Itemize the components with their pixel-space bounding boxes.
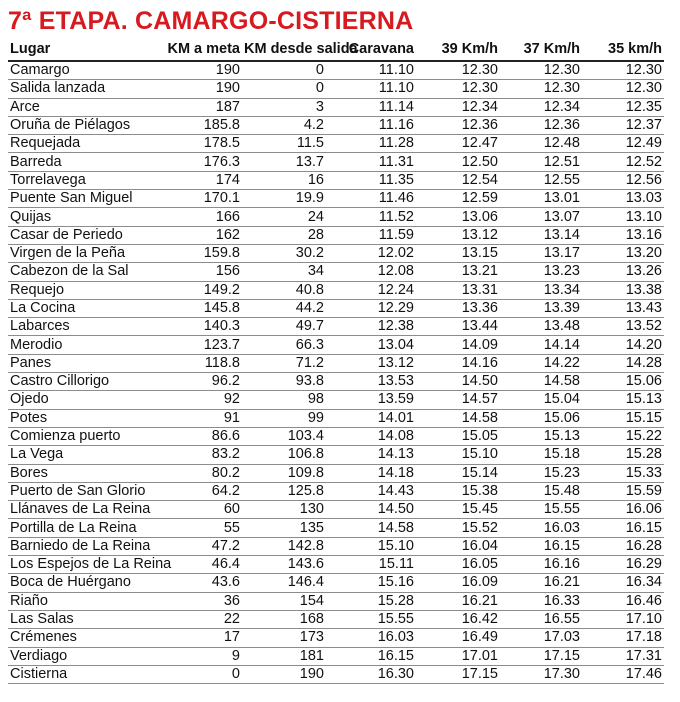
cell-time-39-kmh: 17.15 <box>416 665 500 683</box>
cell-lugar: Llánaves de La Reina <box>8 501 158 519</box>
cell-caravana: 11.10 <box>330 61 416 80</box>
cell-time-35-kmh: 12.35 <box>582 98 664 116</box>
table-row <box>8 135 664 153</box>
cell-lugar: Torrelavega <box>8 171 158 189</box>
cell-caravana: 14.43 <box>330 482 416 500</box>
cell-time-37-kmh: 13.48 <box>500 318 582 336</box>
cell-time-37-kmh: 16.03 <box>500 519 582 537</box>
cell-km-a-meta: 92 <box>158 391 242 409</box>
cell-time-35-kmh: 13.38 <box>582 281 664 299</box>
header-km-desde-salida: KM desde salida <box>242 38 330 61</box>
cell-time-35-kmh: 16.28 <box>582 537 664 555</box>
cell-caravana: 14.13 <box>330 446 416 464</box>
cell-time-35-kmh: 15.13 <box>582 391 664 409</box>
cell-lugar: Puente San Miguel <box>8 190 158 208</box>
cell-time-39-kmh: 16.05 <box>416 556 500 574</box>
cell-caravana: 11.59 <box>330 226 416 244</box>
cell-km-desde-salida: 19.9 <box>242 190 330 208</box>
timetable <box>8 6 664 684</box>
table-row <box>8 354 664 372</box>
cell-caravana: 11.16 <box>330 116 416 134</box>
cell-time-37-kmh: 12.30 <box>500 61 582 80</box>
cell-km-desde-salida: 16 <box>242 171 330 189</box>
cell-time-37-kmh: 17.03 <box>500 629 582 647</box>
cell-km-a-meta: 156 <box>158 263 242 281</box>
cell-caravana: 16.30 <box>330 665 416 683</box>
table-row <box>8 464 664 482</box>
cell-caravana: 14.58 <box>330 519 416 537</box>
stage-title: 7ª ETAPA. CAMARGO-CISTIERNA <box>8 7 414 35</box>
cell-time-39-kmh: 12.30 <box>416 61 500 80</box>
cell-time-37-kmh: 12.36 <box>500 116 582 134</box>
table-row <box>8 153 664 171</box>
cell-time-39-kmh: 14.58 <box>416 409 500 427</box>
table-row <box>8 391 664 409</box>
cell-caravana: 13.59 <box>330 391 416 409</box>
header-lugar: Lugar <box>8 38 158 61</box>
cell-time-35-kmh: 12.30 <box>582 80 664 98</box>
cell-caravana: 15.28 <box>330 592 416 610</box>
cell-caravana: 11.28 <box>330 135 416 153</box>
cell-time-37-kmh: 15.48 <box>500 482 582 500</box>
cell-lugar: Casar de Periedo <box>8 226 158 244</box>
cell-km-desde-salida: 125.8 <box>242 482 330 500</box>
cell-time-37-kmh: 14.58 <box>500 373 582 391</box>
cell-km-a-meta: 9 <box>158 647 242 665</box>
cell-time-39-kmh: 16.21 <box>416 592 500 610</box>
cell-time-39-kmh: 14.09 <box>416 336 500 354</box>
cell-time-37-kmh: 16.21 <box>500 574 582 592</box>
cell-time-39-kmh: 13.12 <box>416 226 500 244</box>
cell-lugar: Boca de Huérgano <box>8 574 158 592</box>
cell-time-35-kmh: 15.59 <box>582 482 664 500</box>
cell-lugar: Camargo <box>8 61 158 80</box>
cell-km-a-meta: 80.2 <box>158 464 242 482</box>
cell-time-37-kmh: 15.23 <box>500 464 582 482</box>
cell-km-a-meta: 83.2 <box>158 446 242 464</box>
table-row <box>8 537 664 555</box>
cell-km-desde-salida: 130 <box>242 501 330 519</box>
table-row <box>8 190 664 208</box>
cell-km-desde-salida: 98 <box>242 391 330 409</box>
cell-km-a-meta: 118.8 <box>158 354 242 372</box>
cell-lugar: Ojedo <box>8 391 158 409</box>
table-row <box>8 98 664 116</box>
cell-time-37-kmh: 13.01 <box>500 190 582 208</box>
cell-time-39-kmh: 12.34 <box>416 98 500 116</box>
cell-km-desde-salida: 11.5 <box>242 135 330 153</box>
cell-time-39-kmh: 13.44 <box>416 318 500 336</box>
table-row <box>8 61 664 80</box>
cell-caravana: 11.10 <box>330 80 416 98</box>
cell-km-a-meta: 149.2 <box>158 281 242 299</box>
cell-time-37-kmh: 16.15 <box>500 537 582 555</box>
cell-time-37-kmh: 13.14 <box>500 226 582 244</box>
cell-km-a-meta: 47.2 <box>158 537 242 555</box>
cell-time-39-kmh: 16.42 <box>416 610 500 628</box>
cell-caravana: 15.55 <box>330 610 416 628</box>
table-row <box>8 665 664 683</box>
cell-time-37-kmh: 15.13 <box>500 427 582 445</box>
cell-time-37-kmh: 12.51 <box>500 153 582 171</box>
table-row <box>8 208 664 226</box>
cell-km-a-meta: 162 <box>158 226 242 244</box>
table-row <box>8 574 664 592</box>
cell-km-a-meta: 174 <box>158 171 242 189</box>
cell-time-35-kmh: 12.37 <box>582 116 664 134</box>
cell-km-desde-salida: 66.3 <box>242 336 330 354</box>
cell-time-39-kmh: 12.59 <box>416 190 500 208</box>
cell-time-39-kmh: 14.57 <box>416 391 500 409</box>
cell-km-desde-salida: 103.4 <box>242 427 330 445</box>
cell-km-desde-salida: 44.2 <box>242 299 330 317</box>
cell-time-39-kmh: 13.21 <box>416 263 500 281</box>
cell-km-a-meta: 170.1 <box>158 190 242 208</box>
cell-lugar: Requejada <box>8 135 158 153</box>
cell-caravana: 11.35 <box>330 171 416 189</box>
cell-time-35-kmh: 13.16 <box>582 226 664 244</box>
cell-time-37-kmh: 15.06 <box>500 409 582 427</box>
cell-lugar: Cistierna <box>8 665 158 683</box>
header-39-kmh: 39 Km/h <box>416 38 500 61</box>
cell-lugar: La Vega <box>8 446 158 464</box>
cell-km-desde-salida: 168 <box>242 610 330 628</box>
cell-time-37-kmh: 13.34 <box>500 281 582 299</box>
cell-time-35-kmh: 15.28 <box>582 446 664 464</box>
cell-km-desde-salida: 173 <box>242 629 330 647</box>
cell-caravana: 12.02 <box>330 244 416 262</box>
cell-time-37-kmh: 17.30 <box>500 665 582 683</box>
cell-km-a-meta: 178.5 <box>158 135 242 153</box>
cell-lugar: Arce <box>8 98 158 116</box>
cell-lugar: Crémenes <box>8 629 158 647</box>
cell-lugar: Potes <box>8 409 158 427</box>
table-row <box>8 281 664 299</box>
cell-km-a-meta: 140.3 <box>158 318 242 336</box>
cell-caravana: 12.08 <box>330 263 416 281</box>
cell-time-37-kmh: 12.48 <box>500 135 582 153</box>
table-row <box>8 446 664 464</box>
cell-km-desde-salida: 190 <box>242 665 330 683</box>
cell-caravana: 15.10 <box>330 537 416 555</box>
cell-km-a-meta: 145.8 <box>158 299 242 317</box>
cell-time-39-kmh: 15.45 <box>416 501 500 519</box>
table-row <box>8 592 664 610</box>
cell-lugar: Quijas <box>8 208 158 226</box>
cell-km-a-meta: 96.2 <box>158 373 242 391</box>
cell-lugar: Panes <box>8 354 158 372</box>
cell-time-35-kmh: 16.34 <box>582 574 664 592</box>
table-row <box>8 116 664 134</box>
cell-km-a-meta: 185.8 <box>158 116 242 134</box>
cell-km-a-meta: 159.8 <box>158 244 242 262</box>
cell-time-39-kmh: 15.14 <box>416 464 500 482</box>
cell-lugar: Bores <box>8 464 158 482</box>
header-caravana: Caravana <box>330 38 416 61</box>
cell-time-39-kmh: 13.06 <box>416 208 500 226</box>
cell-km-desde-salida: 0 <box>242 61 330 80</box>
cell-time-35-kmh: 13.10 <box>582 208 664 226</box>
cell-time-37-kmh: 12.34 <box>500 98 582 116</box>
cell-caravana: 15.11 <box>330 556 416 574</box>
cell-lugar: Riaño <box>8 592 158 610</box>
cell-time-37-kmh: 13.07 <box>500 208 582 226</box>
header-km-a-meta: KM a meta <box>158 38 242 61</box>
cell-time-35-kmh: 15.06 <box>582 373 664 391</box>
table-row <box>8 336 664 354</box>
cell-time-35-kmh: 15.15 <box>582 409 664 427</box>
cell-time-37-kmh: 14.22 <box>500 354 582 372</box>
cell-time-39-kmh: 12.36 <box>416 116 500 134</box>
cell-time-39-kmh: 16.04 <box>416 537 500 555</box>
cell-time-39-kmh: 15.10 <box>416 446 500 464</box>
schedule-table <box>8 38 664 684</box>
cell-lugar: Barniedo de La Reina <box>8 537 158 555</box>
table-row <box>8 80 664 98</box>
table-row <box>8 171 664 189</box>
cell-km-desde-salida: 135 <box>242 519 330 537</box>
cell-km-desde-salida: 71.2 <box>242 354 330 372</box>
cell-km-desde-salida: 28 <box>242 226 330 244</box>
cell-km-a-meta: 123.7 <box>158 336 242 354</box>
table-row <box>8 226 664 244</box>
cell-time-39-kmh: 13.36 <box>416 299 500 317</box>
cell-time-37-kmh: 12.55 <box>500 171 582 189</box>
cell-km-a-meta: 60 <box>158 501 242 519</box>
cell-caravana: 12.38 <box>330 318 416 336</box>
cell-lugar: Cabezon de la Sal <box>8 263 158 281</box>
table-row <box>8 299 664 317</box>
cell-time-35-kmh: 15.33 <box>582 464 664 482</box>
cell-km-desde-salida: 99 <box>242 409 330 427</box>
cell-time-39-kmh: 13.15 <box>416 244 500 262</box>
header-37-kmh: 37 Km/h <box>500 38 582 61</box>
header-row <box>8 38 664 61</box>
table-row <box>8 318 664 336</box>
cell-caravana: 16.03 <box>330 629 416 647</box>
cell-caravana: 14.50 <box>330 501 416 519</box>
cell-time-37-kmh: 13.17 <box>500 244 582 262</box>
cell-lugar: Castro Cillorigo <box>8 373 158 391</box>
cell-time-37-kmh: 16.16 <box>500 556 582 574</box>
cell-time-39-kmh: 13.31 <box>416 281 500 299</box>
cell-time-35-kmh: 16.29 <box>582 556 664 574</box>
cell-time-37-kmh: 15.18 <box>500 446 582 464</box>
cell-caravana: 14.18 <box>330 464 416 482</box>
table-row <box>8 647 664 665</box>
cell-km-a-meta: 91 <box>158 409 242 427</box>
cell-time-39-kmh: 14.50 <box>416 373 500 391</box>
cell-time-35-kmh: 17.31 <box>582 647 664 665</box>
cell-km-a-meta: 166 <box>158 208 242 226</box>
cell-km-desde-salida: 142.8 <box>242 537 330 555</box>
cell-lugar: Salida lanzada <box>8 80 158 98</box>
cell-km-desde-salida: 4.2 <box>242 116 330 134</box>
table-row <box>8 373 664 391</box>
cell-time-35-kmh: 17.10 <box>582 610 664 628</box>
cell-time-35-kmh: 17.46 <box>582 665 664 683</box>
table-row <box>8 263 664 281</box>
cell-time-35-kmh: 15.22 <box>582 427 664 445</box>
cell-lugar: Labarces <box>8 318 158 336</box>
cell-time-35-kmh: 16.06 <box>582 501 664 519</box>
cell-lugar: Los Espejos de La Reina <box>10 556 172 573</box>
cell-caravana: 13.53 <box>330 373 416 391</box>
cell-lugar: Las Salas <box>8 610 158 628</box>
cell-km-desde-salida: 3 <box>242 98 330 116</box>
cell-lugar: Puerto de San Glorio <box>8 482 158 500</box>
cell-time-37-kmh: 15.55 <box>500 501 582 519</box>
cell-km-a-meta: 86.6 <box>158 427 242 445</box>
cell-km-desde-salida: 143.6 <box>242 556 330 574</box>
cell-km-a-meta: 55 <box>158 519 242 537</box>
cell-caravana: 15.16 <box>330 574 416 592</box>
cell-km-a-meta: 43.6 <box>158 574 242 592</box>
cell-km-a-meta: 190 <box>158 80 242 98</box>
cell-caravana: 16.15 <box>330 647 416 665</box>
cell-time-37-kmh: 16.55 <box>500 610 582 628</box>
cell-time-39-kmh: 15.52 <box>416 519 500 537</box>
cell-km-a-meta: 22 <box>158 610 242 628</box>
cell-caravana: 11.14 <box>330 98 416 116</box>
cell-time-35-kmh: 12.52 <box>582 153 664 171</box>
cell-time-39-kmh: 12.30 <box>416 80 500 98</box>
cell-caravana: 11.31 <box>330 153 416 171</box>
cell-time-35-kmh: 14.20 <box>582 336 664 354</box>
cell-km-desde-salida: 34 <box>242 263 330 281</box>
cell-time-35-kmh: 12.30 <box>582 61 664 80</box>
cell-time-35-kmh: 13.20 <box>582 244 664 262</box>
cell-km-a-meta: 46.4 <box>158 556 242 574</box>
table-row <box>8 409 664 427</box>
table-row <box>8 610 664 628</box>
cell-caravana: 13.12 <box>330 354 416 372</box>
cell-time-35-kmh: 14.28 <box>582 354 664 372</box>
cell-km-desde-salida: 93.8 <box>242 373 330 391</box>
cell-time-39-kmh: 15.05 <box>416 427 500 445</box>
cell-time-39-kmh: 14.16 <box>416 354 500 372</box>
cell-km-a-meta: 36 <box>158 592 242 610</box>
cell-caravana: 14.01 <box>330 409 416 427</box>
cell-lugar: Merodio <box>8 336 158 354</box>
cell-time-37-kmh: 15.04 <box>500 391 582 409</box>
cell-time-35-kmh: 12.56 <box>582 171 664 189</box>
table-row <box>8 427 664 445</box>
cell-time-37-kmh: 12.30 <box>500 80 582 98</box>
table-row <box>8 556 664 574</box>
cell-time-39-kmh: 12.54 <box>416 171 500 189</box>
table-row <box>8 244 664 262</box>
cell-km-desde-salida: 106.8 <box>242 446 330 464</box>
cell-time-39-kmh: 12.47 <box>416 135 500 153</box>
cell-km-desde-salida: 40.8 <box>242 281 330 299</box>
cell-caravana: 11.46 <box>330 190 416 208</box>
table-row <box>8 519 664 537</box>
cell-time-39-kmh: 12.50 <box>416 153 500 171</box>
cell-caravana: 12.29 <box>330 299 416 317</box>
cell-time-35-kmh: 13.52 <box>582 318 664 336</box>
cell-time-37-kmh: 17.15 <box>500 647 582 665</box>
cell-time-39-kmh: 15.38 <box>416 482 500 500</box>
table-row <box>8 501 664 519</box>
cell-lugar: Virgen de la Peña <box>8 244 158 262</box>
cell-km-desde-salida: 49.7 <box>242 318 330 336</box>
cell-km-a-meta: 0 <box>158 665 242 683</box>
cell-km-a-meta: 176.3 <box>158 153 242 171</box>
table-row <box>8 629 664 647</box>
cell-km-desde-salida: 154 <box>242 592 330 610</box>
cell-km-a-meta: 190 <box>158 61 242 80</box>
cell-time-35-kmh: 13.43 <box>582 299 664 317</box>
cell-lugar: Requejo <box>8 281 158 299</box>
cell-time-39-kmh: 16.09 <box>416 574 500 592</box>
cell-time-37-kmh: 16.33 <box>500 592 582 610</box>
cell-caravana: 14.08 <box>330 427 416 445</box>
cell-lugar: Comienza puerto <box>8 427 158 445</box>
cell-km-a-meta: 17 <box>158 629 242 647</box>
cell-time-35-kmh: 13.03 <box>582 190 664 208</box>
cell-km-desde-salida: 24 <box>242 208 330 226</box>
cell-time-37-kmh: 14.14 <box>500 336 582 354</box>
cell-time-35-kmh: 16.46 <box>582 592 664 610</box>
cell-km-a-meta: 187 <box>158 98 242 116</box>
cell-time-35-kmh: 16.15 <box>582 519 664 537</box>
cell-lugar: Barreda <box>8 153 158 171</box>
cell-time-35-kmh: 13.26 <box>582 263 664 281</box>
cell-km-desde-salida: 109.8 <box>242 464 330 482</box>
cell-lugar: La Cocina <box>8 299 158 317</box>
cell-lugar: Verdiago <box>8 647 158 665</box>
cell-time-37-kmh: 13.39 <box>500 299 582 317</box>
cell-km-desde-salida: 0 <box>242 80 330 98</box>
cell-time-37-kmh: 13.23 <box>500 263 582 281</box>
cell-lugar: Oruña de Piélagos <box>8 116 158 134</box>
cell-caravana: 12.24 <box>330 281 416 299</box>
cell-lugar: Portilla de La Reina <box>8 519 158 537</box>
cell-km-desde-salida: 13.7 <box>242 153 330 171</box>
cell-km-desde-salida: 146.4 <box>242 574 330 592</box>
table-row <box>8 482 664 500</box>
cell-time-39-kmh: 16.49 <box>416 629 500 647</box>
cell-caravana: 13.04 <box>330 336 416 354</box>
cell-time-39-kmh: 17.01 <box>416 647 500 665</box>
header-35-kmh: 35 km/h <box>582 38 664 61</box>
cell-time-35-kmh: 17.18 <box>582 629 664 647</box>
cell-km-a-meta: 64.2 <box>158 482 242 500</box>
cell-time-35-kmh: 12.49 <box>582 135 664 153</box>
cell-km-desde-salida: 181 <box>242 647 330 665</box>
cell-caravana: 11.52 <box>330 208 416 226</box>
cell-km-desde-salida: 30.2 <box>242 244 330 262</box>
